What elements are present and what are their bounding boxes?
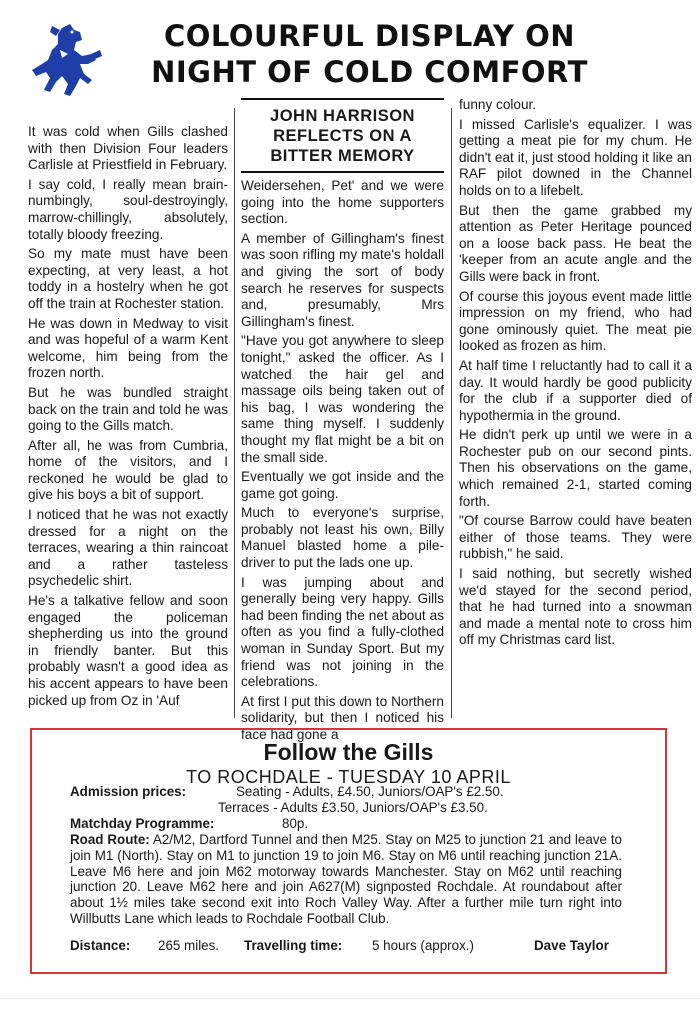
paragraph: I was jumping about and generally being very happy. Gills had been finding the net about as often as you find a fully-clothed woman in Sunday Sport. But my friend was not joining in the celebrations. [241,574,444,690]
subhead-line-2: REFLECTS ON A [273,127,412,145]
road-route [70,832,622,927]
paragraph: I noticed that he was not exactly dressed for a night on the terraces, wearing a thin raincoat and a rather tasteless psychedelic shirt. [28,507,228,589]
rampant-horse-icon [22,20,112,100]
paragraph: It was cold when Gills clashed with then Division Four leaders Carlisle at Priestfield in February. [28,124,228,173]
paragraph: I say cold, I really mean brain-numbingly, soul-destroyingly, marrow-chillingly, absolutely, totally bloody freezing. [28,176,228,242]
paragraph: After all, he was from Cumbria, home of the visitors, and I reckoned he would be glad to give his boys a bit of support. [28,437,228,503]
paragraph: He was down in Medway to visit and was hopeful of a warm Kent welcome, him being from the frozen north. [28,315,228,381]
road-text: A2/M2, Dartford Tunnel and then M25. Stay on M25 to junction 21 and leave to join M1 (North). Stay on M1 to junction 19 to join M6. Stay on M6 until reaching junction 21A. Leave M6 here and join M62 motorway towards Manchester. Stay on M62 until reaching junction 20. Leave M62 here and join A627(M) signposted Rochdale. At roundabout after about 1½ miles take second exit into Roch Valley Way. After a further mile turn right into Willbutts Lane which leads to Rochdale Football Club. [70,832,623,926]
column-divider [451,108,452,718]
paragraph: At first I put this down to Northern solidarity, but then I noticed his face had gone a [241,693,444,742]
travel-info-box [30,728,667,974]
paragraph: Eventually we got inside and the game got going. [241,469,444,501]
column-divider [234,108,235,718]
programme-value: 80p. [282,816,309,831]
distance-label: Distance: [70,938,131,953]
paragraph: He's a talkative fellow and soon engaged the policeman shepherding us into the ground in friendly banter. But this probably wasn't a good idea as his accent appears to have been picked up from Oz in 'Auf [28,593,228,708]
distance-value: 265 miles. [158,938,220,953]
subhead-line-3: BITTER MEMORY [270,147,415,165]
paragraph: funny colour. [459,97,537,112]
programme-label: Matchday Programme: [70,816,215,831]
road-label: Road Route: [70,832,150,847]
admission-label: Admission prices: [70,784,187,799]
headline-line-1: COLOURFUL DISPLAY ON [163,19,575,53]
travel-time-label: Travelling time: [244,938,343,953]
paragraph: "Of course Barrow could have beaten either of those teams. They were rubbish," he said. [459,513,692,562]
page-edge [0,998,700,999]
paragraph: Much to everyone's surprise, probably not least his own, Billy Manuel blasted home a pile-driver to put the lads one up. [241,505,444,571]
paragraph: Weidersehen, Pet' and we were going into the home supporters section. [241,178,444,227]
box-title: Follow the Gills [263,739,434,765]
subhead-line-1: JOHN HARRISON [270,107,415,125]
paragraph: Of course this joyous event made little impression on my friend, who had gone ominously quiet. The meat pie looked as frozen as him. [459,288,692,354]
paragraph: But he was bundled straight back on the train and told he was going to the Gills match. [28,384,228,434]
travel-time-value: 5 hours (approx.) [372,938,474,953]
box-subtitle: TO ROCHDALE - TUESDAY 10 APRIL [186,767,511,787]
paragraph: I said nothing, but secretly wished we'd stayed for the second period, that he had turned into a snowman and made a mental note to cross him off my Christmas card list. [459,566,692,648]
paragraph: A member of Gillingham's finest was soon rifling my mate's holdall and giving the sort of body search he reserves for suspects and, presumably, Mrs Gillingham's finest. [241,230,444,329]
paragraph: "Have you got anywhere to sleep tonight," asked the officer. As I watched the hair gel and massage oils being taken out of his bag, I was wondering the same thing myself. I suddenly thought my flat might be a bit on the small side. [241,333,444,465]
paragraph: At half time I reluctantly had to call it a day. It would hardly be good publicity for the club if a supporter died of hypothermia in the ground. [459,357,692,423]
author: Dave Taylor [534,938,609,953]
paragraph: He didn't perk up until we were in a Rochester pub on our second pints. Then his observations on the game, which remained 2-1, started coming forth. [459,427,692,509]
paragraph: But then the game grabbed my attention as Peter Heritage pounced on a loose back pass. He beat the 'keeper from an acute angle and the Gills were back in front. [459,202,692,284]
paragraph: So my mate must have been expecting, at very least, a hot toddy in a hostelry when he got off the train at Rochester station. [28,246,228,311]
article-column-3 [459,97,692,652]
headline-line-2: NIGHT OF COLD COMFORT [151,55,588,89]
terraces-prices: Terraces - Adults £3.50, Juniors/OAP's £3.50. [218,800,488,815]
article-subhead [241,98,444,173]
paragraph: I missed Carlisle's equalizer. I was getting a meat pie for my chum. He didn't eat it, just stood holding it like an RAF pilot downed in the Channel holds on to a lifebelt. [459,116,692,198]
article-column-1 [28,124,228,712]
headline [112,18,627,90]
seating-prices: Seating - Adults, £4.50, Juniors/OAP's £2.50. [236,784,504,799]
article-column-2 [241,178,444,747]
